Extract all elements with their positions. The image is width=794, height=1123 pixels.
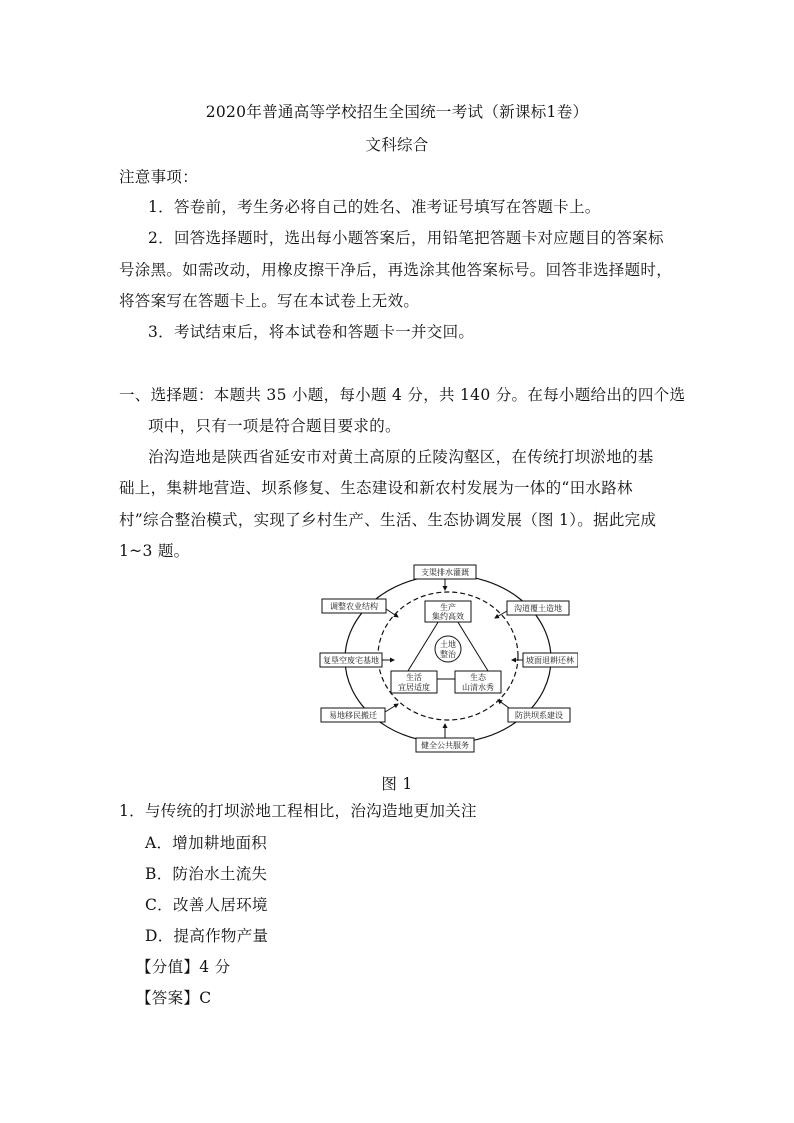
- question-1-score: 【分值】4 分: [136, 958, 231, 976]
- outer-right-label: 坡面退耕还林: [526, 656, 574, 665]
- center-label-1: 土地: [440, 640, 456, 649]
- exam-title: 2020年普通高等学校招生全国统一考试（新课标1卷）: [205, 103, 589, 121]
- section-heading-line-2: 项中，只有一项是符合题目要求的。: [148, 417, 401, 435]
- land-consolidation-diagram: [318, 560, 578, 758]
- inner-right-label-2: 山清水秀: [462, 683, 494, 692]
- question-1-stem: 1．与传统的打坝淤地工程相比，治沟造地更加关注: [119, 802, 477, 820]
- outer-top-right-label: 沟道覆土造地: [514, 604, 562, 613]
- arrow-bottom-left: [385, 704, 398, 712]
- note-item-3: 3．考试结束后，将本试卷和答题卡一并交回。: [148, 323, 475, 341]
- arrow-bottom-right: [498, 700, 509, 708]
- outer-bottom-label: 健全公共服务: [421, 741, 469, 750]
- question-1-option-a: A．增加耕地面积: [145, 834, 268, 852]
- question-1-option-d: D．提高作物产量: [145, 927, 269, 945]
- inner-left-label-1: 生活: [406, 673, 422, 682]
- question-1-option-b: B．防治水土流失: [145, 865, 268, 883]
- outer-top-label: 支渠排水灌溉: [421, 568, 469, 577]
- arrow-top-right: [495, 611, 507, 618]
- passage-line-4: 1~3 题。: [119, 542, 190, 560]
- note-item-2-line-1: 2．回答选择题时，选出每小题答案后，用铅笔把答题卡对应题目的答案标: [148, 229, 664, 247]
- question-1-option-c: C．改善人居环境: [145, 896, 268, 914]
- outer-bottom-right-label: 防洪坝系建设: [515, 711, 563, 720]
- passage-line-2: 础上，集耕地营造、坝系修复、生态建设和新农村发展为一体的“田水路林: [119, 479, 633, 497]
- outer-top-left-label: 调整农业结构: [330, 602, 378, 611]
- note-item-2-line-2: 号涂黑。如需改动，用橡皮擦干净后，再选涂其他答案标号。回答非选择题时，: [119, 261, 673, 279]
- inner-left-label-2: 宜居适度: [398, 683, 430, 692]
- note-item-2-line-3: 将答案写在答题卡上。写在本试卷上无效。: [119, 292, 420, 310]
- outer-bottom-left-label: 易地移民搬迁: [329, 711, 377, 720]
- note-item-1: 1．答卷前，考生务必将自己的姓名、准考证号填写在答题卡上。: [148, 198, 601, 216]
- figure-caption: 图 1: [381, 775, 413, 793]
- exam-subject: 文科综合: [365, 136, 429, 154]
- inner-top-label-2: 集约高效: [432, 612, 464, 621]
- inner-top-label-1: 生产: [440, 603, 456, 612]
- inner-right-label-1: 生态: [470, 673, 486, 682]
- section-heading-line-1: 一、选择题：本题共 35 小题，每小题 4 分，共 140 分。在每小题给出的四个选: [119, 386, 686, 404]
- passage-line-3: 村”综合整治模式，实现了乡村生产、生活、生态协调发展（图 1）。据此完成: [119, 511, 657, 529]
- question-1-answer: 【答案】C: [136, 989, 212, 1007]
- outer-left-label: 复垦空废宅基地: [323, 656, 379, 665]
- center-label-2: 整治: [440, 650, 456, 659]
- passage-line-1: 治沟造地是陕西省延安市对黄土高原的丘陵沟壑区，在传统打坝淤地的基: [148, 448, 654, 466]
- notes-heading: 注意事项：: [119, 168, 199, 186]
- figure-1-diagram: [318, 560, 578, 758]
